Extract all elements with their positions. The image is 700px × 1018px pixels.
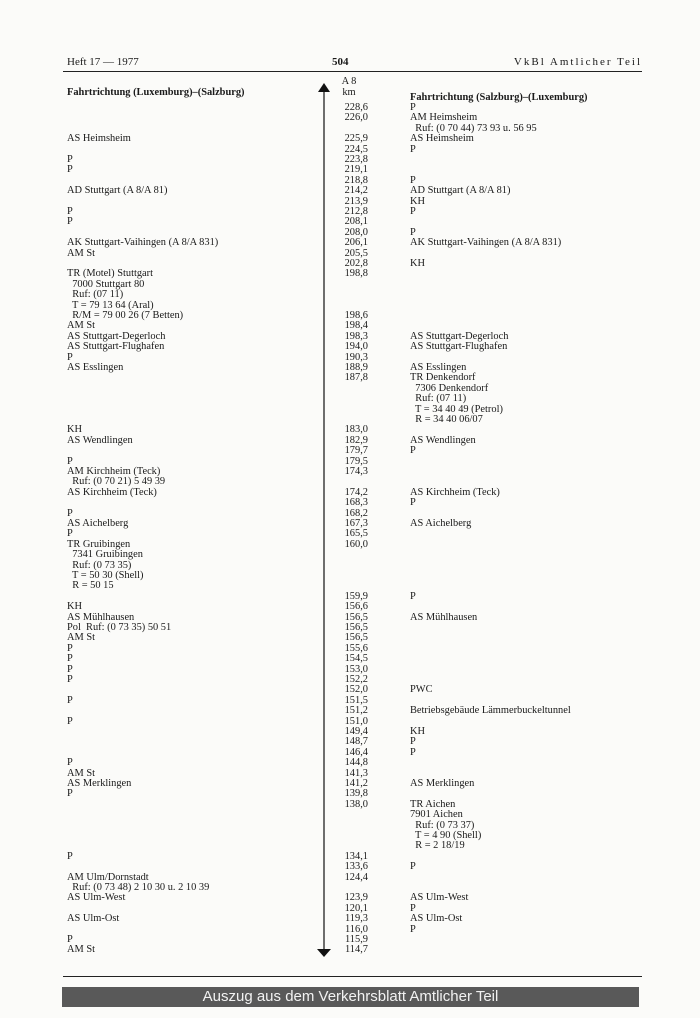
right-column-entry: Ruf: (07 11) (410, 393, 467, 405)
left-column-entry: P (67, 164, 73, 176)
km-value: 168,3 (344, 497, 368, 509)
km-value: 151,0 (344, 715, 368, 727)
right-column-entry: P (410, 736, 416, 748)
km-value: 152,2 (344, 674, 368, 685)
km-value: 167,3 (344, 518, 368, 529)
right-column-entry: AS Stuttgart-Flughafen (410, 341, 508, 353)
km-value: 219,1 (344, 164, 368, 176)
left-column-entry: AS Kirchheim (Teck) (67, 486, 157, 498)
right-column-entry: P (410, 445, 416, 457)
km-value: 114,7 (345, 944, 368, 956)
right-column-entry: KH (410, 257, 426, 269)
km-value: 156,5 (344, 611, 368, 623)
left-column-entry: AM St (67, 632, 96, 644)
right-column-entry: AS Ulm-Ost (410, 913, 463, 925)
right-column-entry: AS Kirchheim (Teck) (410, 486, 500, 498)
km-value: 156,5 (344, 622, 368, 633)
left-column-entry: AM Ulm/Dornstadt (67, 871, 149, 883)
left-column-entry: P (67, 455, 73, 467)
left-column-entry: P (67, 154, 73, 165)
right-column-entry: AS Esslingen (410, 361, 467, 373)
km-value: 183,0 (344, 424, 368, 436)
km-value: 198,6 (344, 310, 368, 321)
km-value: 212,8 (344, 206, 368, 217)
right-column-entry: P (410, 174, 416, 186)
right-column-entry: PWC (410, 684, 433, 696)
km-value: 139,8 (344, 788, 368, 800)
left-column-entry: P (67, 653, 73, 665)
left-column-entry: AM St (67, 767, 96, 779)
km-value: 155,6 (344, 642, 368, 654)
km-value: 156,5 (344, 632, 368, 644)
right-column-entry: P (410, 143, 416, 155)
km-value: 154,5 (344, 653, 368, 665)
left-column-entry: AM Kirchheim (Teck) (67, 466, 161, 477)
km-value: 146,4 (344, 746, 368, 758)
right-column-entry: TR Denkendorf (410, 372, 476, 384)
km-value: 134,1 (344, 850, 368, 862)
km-value: 208,1 (344, 216, 368, 228)
footer-rule (63, 976, 642, 977)
left-column-entry: AS Aichelberg (67, 518, 129, 529)
left-column-entry: KH (67, 601, 83, 613)
km-value: 218,8 (344, 174, 368, 186)
axis-road-label: A 8 (341, 76, 357, 87)
km-value: 141,2 (344, 778, 368, 789)
right-column-entry: P (410, 226, 416, 238)
left-column-entry: AK Stuttgart-Vaihingen (A 8/A 831) (67, 237, 219, 249)
right-column-entry: 7901 Aichen (410, 809, 463, 821)
km-value: 213,9 (344, 195, 368, 207)
left-column-entry: P (67, 206, 73, 217)
left-column-entry: P (67, 850, 73, 862)
left-column-entry: AD Stuttgart (A 8/A 81) (67, 185, 168, 197)
km-value: 115,9 (345, 934, 368, 945)
left-column-entry: P (67, 788, 73, 800)
km-value: 188,9 (344, 362, 368, 373)
right-column-entry: AK Stuttgart-Vaihingen (A 8/A 831) (410, 237, 562, 249)
km-value: 123,9 (344, 892, 368, 904)
right-column-entry: AD Stuttgart (A 8/A 81) (410, 185, 511, 197)
left-column-entry: 7341 Gruibingen (67, 549, 143, 561)
left-column-entry: AS Ulm-Ost (67, 913, 120, 925)
right-column-entry: Fahrtrichtung (Salzburg)–(Luxemburg) (410, 91, 588, 103)
left-column-entry: P (67, 674, 73, 685)
left-column-entry: P (67, 528, 73, 540)
km-value: 144,8 (344, 757, 368, 769)
right-column-entry: R = 2 18/19 (410, 840, 465, 852)
right-column-entry: P (410, 205, 416, 217)
km-value: 205,5 (344, 247, 368, 259)
left-column-entry: P (67, 216, 73, 228)
right-column-entry: P (410, 746, 416, 758)
left-column-entry: KH (67, 424, 83, 436)
km-value: 226,0 (344, 112, 368, 124)
km-value: 174,3 (344, 466, 368, 477)
km-value: 133,6 (344, 861, 368, 873)
left-column-entry: AM St (67, 320, 96, 332)
km-value: 182,9 (344, 434, 368, 446)
left-column-entry: TR (Motel) Stuttgart (67, 268, 154, 280)
right-column-entry: P (410, 590, 416, 602)
right-column-entry: AM Heimsheim (410, 112, 478, 124)
right-column-entry: AS Heimsheim (410, 133, 474, 145)
left-column-entry: Pol Ruf: (0 73 35) 50 51 (67, 622, 172, 633)
km-value: 120,1 (344, 902, 368, 914)
footer-banner: Auszug aus dem Verkehrsblatt Amtlicher Teil (62, 987, 639, 1007)
left-column-entry: P (67, 642, 73, 654)
km-value: 116,0 (345, 923, 368, 935)
km-value: 228,6 (344, 102, 368, 113)
km-value: 206,1 (344, 237, 368, 249)
left-column-entry: AM St (67, 944, 96, 956)
left-column-entry: AS Merklingen (67, 778, 132, 789)
left-column-entry: AS Mühlhausen (67, 611, 135, 623)
km-value: 225,9 (344, 133, 368, 145)
km-value: 187,8 (344, 372, 368, 384)
km-value: 179,7 (344, 445, 368, 457)
right-column-entry: AS Aichelberg (410, 517, 472, 529)
right-column-entry: R = 34 40 06/07 (410, 413, 483, 425)
right-column-entry: KH (410, 725, 426, 737)
left-column-entry: P (67, 757, 73, 769)
km-value: 138,0 (344, 798, 368, 810)
left-column-entry: P (67, 351, 73, 363)
km-value: 151,5 (344, 694, 368, 706)
right-column-entry: T = 4 90 (Shell) (410, 829, 482, 841)
left-column-entry: Ruf: (07 11) (67, 289, 124, 301)
left-column-entry: Ruf: (0 73 35) (67, 559, 132, 571)
km-value: 208,0 (344, 226, 368, 238)
right-column-entry: P (410, 923, 416, 935)
right-column-entry: Betriebsgebäude Lämmerbuckeltunnel (410, 705, 571, 717)
left-column-entry: AM St (67, 247, 96, 259)
right-column-entry: P (410, 101, 416, 113)
header-rule (63, 71, 642, 72)
right-column-entry: AS Merklingen (410, 777, 475, 789)
left-column-entry: AS Esslingen (67, 362, 124, 373)
right-column-entry: AS Wendlingen (410, 434, 476, 446)
left-column-entry: AS Stuttgart-Degerloch (67, 330, 166, 342)
km-value: 165,5 (344, 528, 368, 540)
right-column-entry: KH (410, 195, 426, 207)
km-value: 148,7 (344, 736, 368, 748)
right-column-entry: P (410, 861, 416, 873)
km-value: 174,2 (344, 486, 368, 498)
km-value: 168,2 (344, 507, 368, 519)
km-value: 160,0 (344, 538, 368, 550)
page-number: 504 (332, 56, 349, 68)
right-column-entry: T = 34 40 49 (Petrol) (410, 403, 503, 415)
left-column-entry: Ruf: (0 73 48) 2 10 30 u. 2 10 39 (67, 882, 210, 893)
left-column-entry: Fahrtrichtung (Luxemburg)–(Salzburg) (67, 87, 245, 98)
left-column-entry: AS Heimsheim (67, 133, 131, 145)
page-header-publication: VkBl Amtlicher Teil (513, 56, 642, 68)
km-value: 151,2 (344, 705, 368, 717)
left-column-entry: P (67, 934, 73, 945)
left-column-entry: T = 50 30 (Shell) (67, 570, 144, 581)
right-column-entry: AS Stuttgart-Degerloch (410, 330, 509, 342)
right-column-entry: Ruf: (0 70 44) 73 93 u. 56 95 (410, 122, 537, 134)
km-value: 149,4 (344, 726, 368, 737)
km-value: 124,4 (344, 871, 368, 883)
km-value: 198,4 (344, 320, 368, 332)
left-column-entry: R = 50 15 (67, 580, 114, 592)
axis-unit-label: km (342, 86, 356, 98)
right-column-entry: AS Ulm-West (410, 892, 469, 904)
left-column-entry: AS Wendlingen (67, 434, 133, 446)
km-value: 214,2 (344, 185, 368, 197)
left-column-entry: T = 79 13 64 (Aral) (67, 299, 154, 311)
right-column-entry: AS Mühlhausen (410, 611, 478, 623)
km-value: 224,5 (344, 143, 368, 155)
left-column-entry: 7000 Stuttgart 80 (67, 278, 145, 290)
right-column-entry: 7306 Denkendorf (410, 382, 489, 394)
right-column-entry: Ruf: (0 73 37) (410, 819, 475, 831)
right-column-entry: P (410, 902, 416, 914)
km-value: 141,3 (344, 767, 368, 779)
km-value: 223,8 (344, 154, 368, 165)
km-value: 202,8 (344, 258, 368, 269)
km-value: 179,5 (344, 455, 368, 467)
page-header-issue: Heft 17 — 1977 (67, 56, 139, 68)
left-column-entry: P (67, 694, 73, 706)
km-value: 190,3 (344, 351, 368, 363)
left-column-entry: AS Stuttgart-Flughafen (67, 341, 165, 353)
left-column-entry: AS Ulm-West (67, 892, 126, 904)
km-value: 159,9 (344, 590, 368, 602)
km-value: 156,6 (344, 601, 368, 613)
left-column-entry: P (67, 663, 73, 675)
right-column-entry: P (410, 497, 416, 509)
left-column-entry: Ruf: (0 70 21) 5 49 39 (67, 476, 166, 488)
left-column-entry: P (67, 507, 73, 519)
km-value: 198,3 (344, 330, 368, 342)
left-column-entry: R/M = 79 00 26 (7 Betten) (67, 310, 184, 321)
left-column-entry: P (67, 715, 73, 727)
km-value: 152,0 (344, 684, 368, 696)
km-value: 153,0 (344, 663, 368, 675)
km-value: 119,3 (345, 913, 368, 925)
km-value: 198,8 (344, 268, 368, 280)
left-column-entry: TR Gruibingen (67, 538, 131, 550)
right-column-entry: TR Aichen (410, 798, 456, 810)
km-value: 194,0 (344, 341, 368, 353)
